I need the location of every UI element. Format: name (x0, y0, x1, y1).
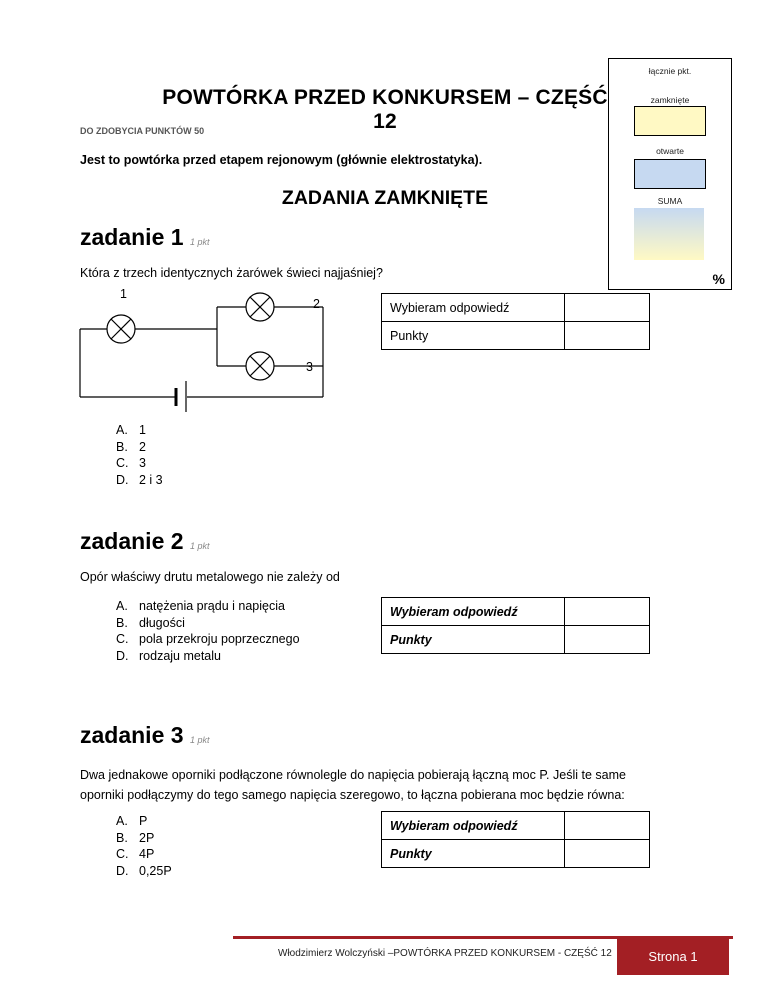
percent-sign: % (712, 271, 725, 287)
task-3-question: Dwa jednakowe oporniki podłączone równolegle do napięcia pobierają łączną moc P. Jeśli te same oporniki podłączymy do tego samego napięcia szeregowo, to łączna pobierana moc będzie równa: (80, 768, 626, 802)
task-3-points: 1 pkt (189, 735, 210, 745)
circuit-label-1: 1 (120, 287, 127, 301)
score-open-label: otwarte (656, 146, 684, 156)
task-2-points-field[interactable] (565, 626, 650, 654)
option-c[interactable]: C. pola przekroju poprzecznego (116, 632, 300, 646)
task-2-title: zadanie 2 1 pkt (80, 528, 210, 554)
score-sum-label: SUMA (657, 196, 683, 206)
task-3-points-field[interactable] (565, 840, 650, 868)
task-3-answer-field[interactable] (565, 812, 650, 840)
task-1-answer-table (381, 293, 650, 350)
circuit-label-2: 2 (313, 297, 320, 311)
task-2-options (116, 598, 300, 664)
task-3-title: zadanie 3 1 pkt (80, 722, 210, 748)
score-total-label: łącznie pkt. (648, 66, 692, 76)
points-label: Punkty (382, 840, 565, 868)
battery-icon (176, 381, 186, 412)
task-2-answer-table (381, 597, 650, 654)
answer-row (382, 294, 650, 322)
option-b[interactable]: B. długości (116, 615, 185, 630)
points-row (382, 322, 650, 350)
score-sum-field[interactable] (634, 208, 704, 260)
page-title: POWTÓRKA PRZED KONKURSEM – CZĘŚĆ 12 (162, 86, 608, 133)
task-1-points-field[interactable] (565, 322, 650, 350)
score-open-field[interactable] (634, 159, 706, 189)
answer-row (382, 598, 650, 626)
page-footer (233, 936, 733, 976)
answer-label: Wybieram odpowiedź (382, 598, 565, 626)
option-c[interactable]: C. 4P (116, 847, 155, 861)
option-b[interactable]: B. 2P (116, 830, 155, 845)
task-2-points: 1 pkt (189, 541, 210, 551)
bulb-3-icon (246, 352, 274, 380)
score-closed-field[interactable] (634, 106, 706, 136)
option-a[interactable]: A. P (116, 814, 148, 828)
option-a[interactable]: A. 1 (116, 423, 146, 437)
task-1-answer-field[interactable] (565, 294, 650, 322)
option-a[interactable]: A. natężenia prądu i napięcia (116, 599, 285, 613)
section-title: ZADANIA ZAMKNIĘTE (281, 187, 489, 209)
task-1-points: 1 pkt (189, 237, 210, 247)
task-1-question: Która z trzech identycznych żarówek świeci najjaśniej? (80, 266, 383, 280)
points-label: Punkty (382, 626, 565, 654)
task-1-title: zadanie 1 1 pkt (80, 224, 210, 250)
bulb-1-icon (107, 315, 135, 343)
points-row (382, 626, 650, 654)
points-row (382, 840, 650, 868)
task-1-options (116, 422, 163, 488)
circuit-diagram (70, 283, 350, 413)
points-label: Punkty (382, 322, 565, 350)
score-closed-label: zamknięte (650, 95, 690, 105)
task-2-question: Opór właściwy drutu metalowego nie zależy od (80, 570, 340, 584)
option-d[interactable]: D. rodzaju metalu (116, 648, 221, 663)
points-total: DO ZDOBYCIA PUNKTÓW 50 (80, 126, 205, 136)
option-c[interactable]: C. 3 (116, 456, 146, 470)
answer-label: Wybieram odpowiedź (382, 812, 565, 840)
intro-text: Jest to powtórka przed etapem rejonowym (głównie elektrostatyka). (80, 153, 483, 167)
answer-label: Wybieram odpowiedź (382, 294, 565, 322)
bulb-2-icon (246, 293, 274, 321)
task-2-answer-field[interactable] (565, 598, 650, 626)
option-b[interactable]: B. 2 (116, 439, 146, 454)
task-3-options (116, 813, 172, 879)
task-3-answer-table (381, 811, 650, 868)
option-d[interactable]: D. 0,25P (116, 863, 172, 878)
score-box (608, 58, 732, 290)
footer-author: Włodzimierz Wolczyński –POWTÓRKA PRZED KONKURSEM - CZĘŚĆ 12 (278, 948, 612, 959)
answer-row (382, 812, 650, 840)
option-d[interactable]: D. 2 i 3 (116, 472, 163, 487)
circuit-label-3: 3 (306, 360, 313, 374)
page-number: Strona 1 (617, 939, 729, 975)
